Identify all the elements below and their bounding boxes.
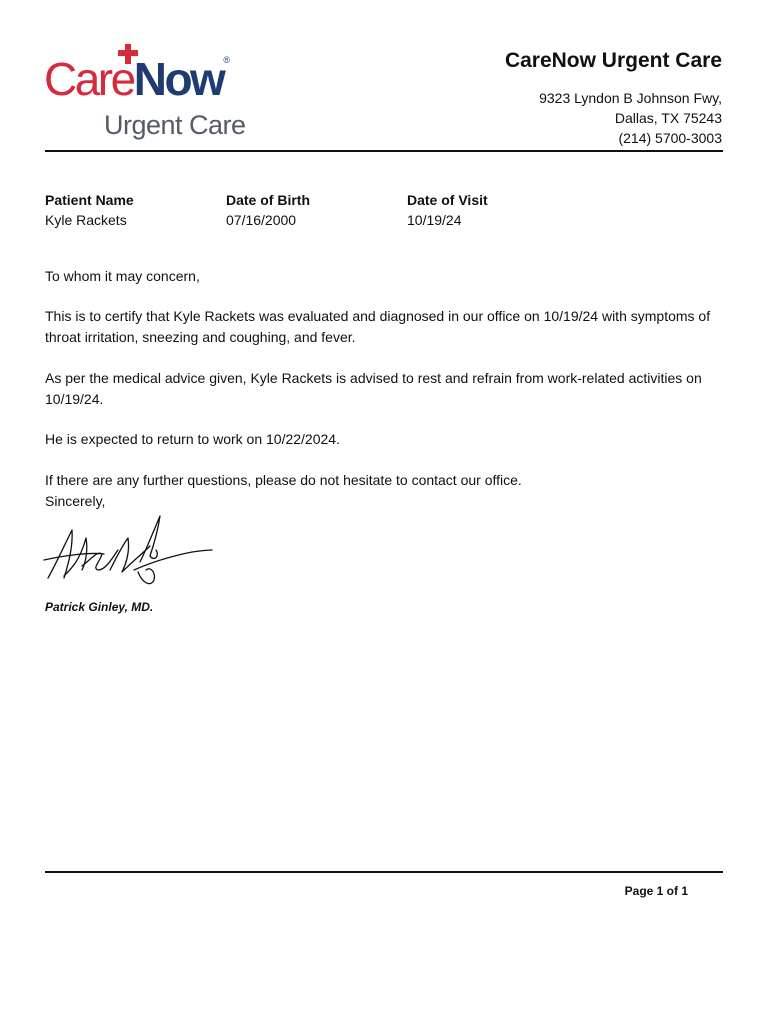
patient-name-label: Patient Name bbox=[45, 192, 134, 208]
date-of-visit-label: Date of Visit bbox=[407, 192, 488, 208]
clinic-phone: (214) 5700-3003 bbox=[618, 130, 722, 146]
header-divider bbox=[45, 150, 723, 152]
letter-further-questions: If there are any further questions, please do not hesitate to contact our office. bbox=[45, 472, 522, 488]
patient-name-value: Kyle Rackets bbox=[45, 212, 127, 228]
logo-subtitle: Urgent Care bbox=[104, 110, 246, 140]
doctor-name: Patrick Ginley, MD. bbox=[45, 600, 154, 614]
letter-certification: This is to certify that Kyle Rackets was evaluated and diagnosed in our office on 10/19/24 with symptoms of throat irritation, sneezing and coughing, and fever. bbox=[45, 308, 711, 345]
letter-closing: Sincerely, bbox=[45, 493, 106, 509]
date-of-visit-value: 10/19/24 bbox=[407, 212, 462, 228]
page-number: Page 1 of 1 bbox=[624, 884, 688, 898]
doctor-signature bbox=[42, 510, 214, 598]
clinic-address bbox=[539, 88, 722, 148]
address-street: 9323 Lyndon B Johnson Fwy, bbox=[539, 90, 722, 106]
letter-greeting: To whom it may concern, bbox=[45, 268, 200, 284]
address-city: Dallas, TX 75243 bbox=[614, 110, 722, 126]
date-of-birth-label: Date of Birth bbox=[226, 192, 310, 208]
date-of-birth-value: 07/16/2000 bbox=[226, 212, 297, 228]
logo-care-text: Care bbox=[44, 53, 134, 105]
date-of-birth-field bbox=[226, 190, 401, 230]
patient-name-field bbox=[45, 190, 220, 230]
clinic-name: CareNow Urgent Care bbox=[504, 49, 722, 72]
logo-wordmark bbox=[44, 53, 230, 105]
date-of-visit-field bbox=[407, 190, 582, 230]
logo-now-text: Now bbox=[133, 53, 224, 105]
carenow-logo bbox=[44, 44, 244, 144]
footer-divider bbox=[45, 871, 723, 873]
registered-mark: ® bbox=[223, 55, 230, 65]
letter-return-date: He is expected to return to work on 10/22/2024. bbox=[45, 431, 340, 447]
letter-medical-advice: As per the medical advice given, Kyle Rackets is advised to rest and refrain from work-related activities on 10/19/24. bbox=[45, 370, 702, 407]
